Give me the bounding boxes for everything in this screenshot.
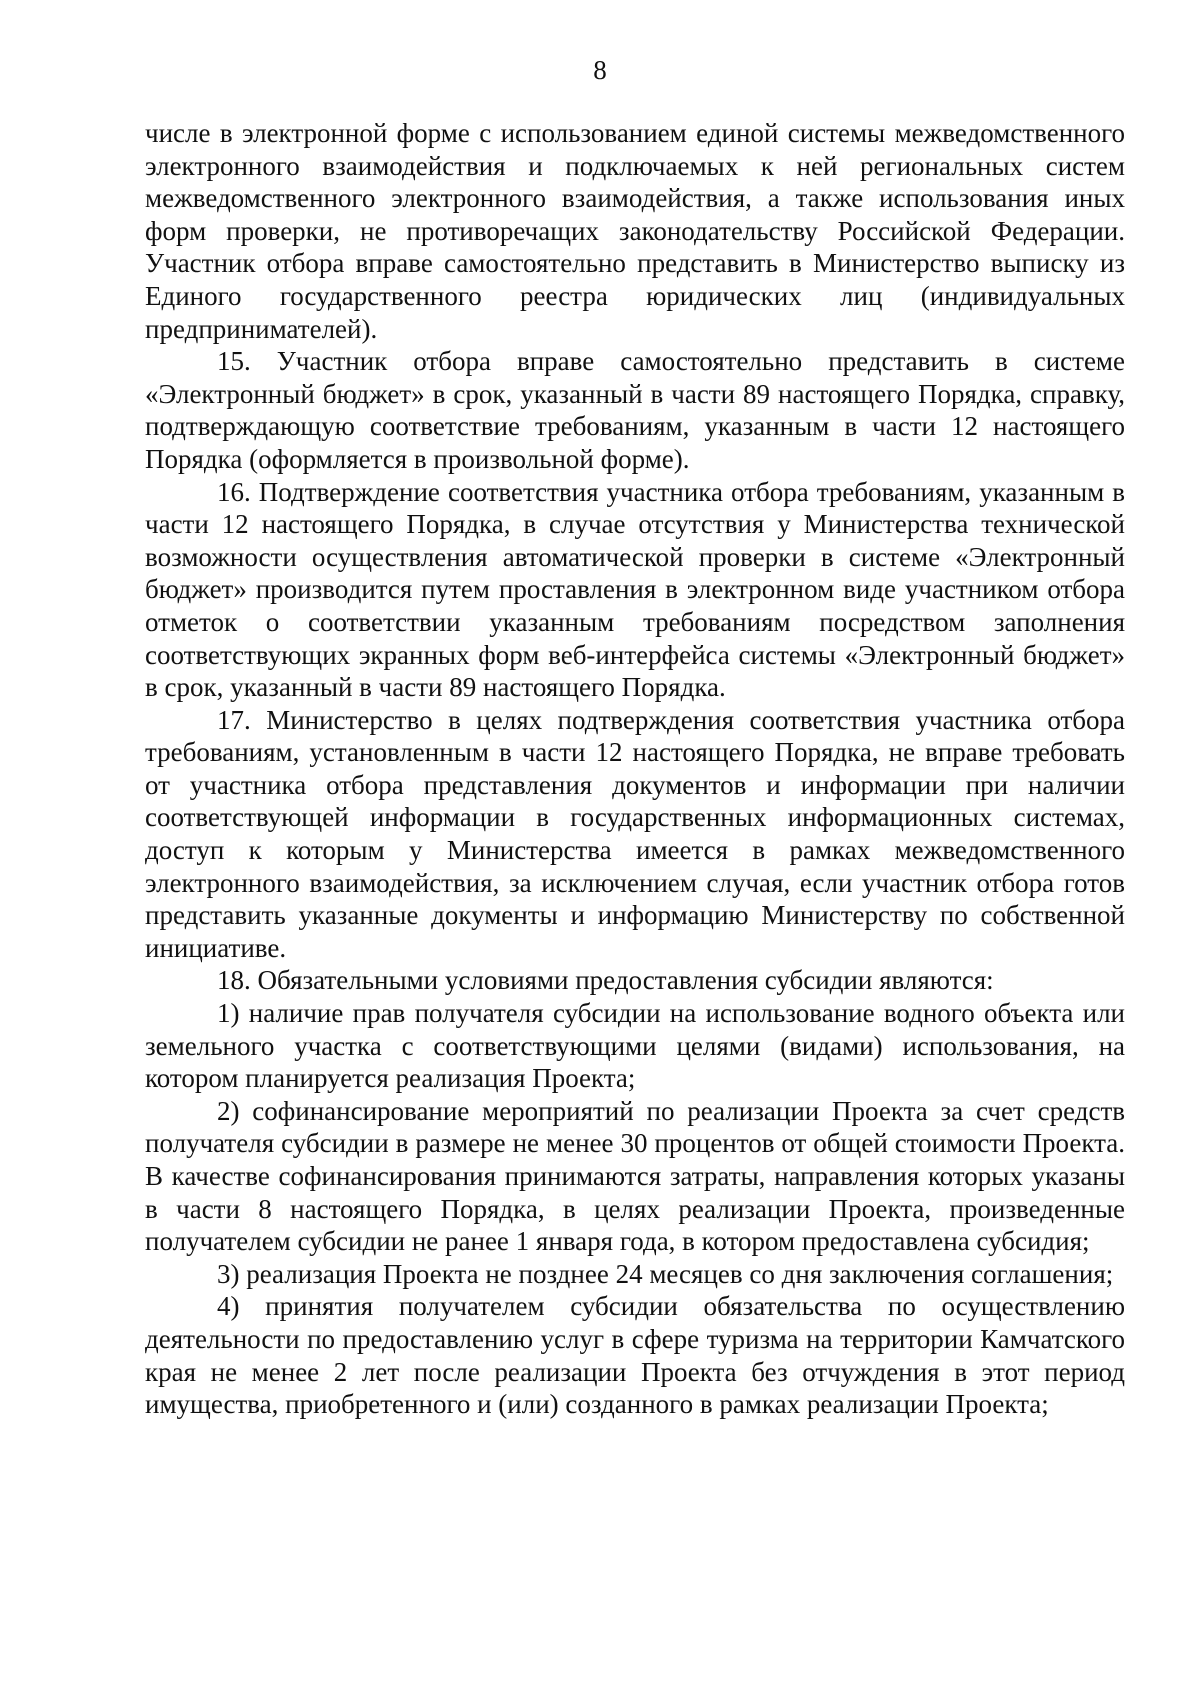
paragraph-15: 15. Участник отбора вправе самостоятельно представить в системе «Электронный бюджет» в срок, указанный в части 89 настоящего Порядка, справку, подтверждающую соответствие требованиям, указанным в части 12 настоящего Порядка (оформляется в произвольной форме).: [145, 346, 1125, 474]
paragraph-16: 16. Подтверждение соответствия участника отбора требованиям, указанным в части 12 настоящего Порядка, в случае отсутствия у Министерства технической возможности осуществления автоматической проверки в системе «Электронный бюджет» производится путем проставления в электронном виде участником отбора отметок о соответствии указанным требованиям посредством заполнения соответствующих экранных форм веб-интерфейса системы «Электронный бюджет» в срок, указанный в части 89 настоящего Порядка.: [145, 476, 1125, 703]
paragraph-continuation: числе в электронной форме с использованием единой системы межведомственного электронного взаимодействия и подключаемых к ней региональных систем межведомственного электронного взаимодействия, а также использования иных форм проверки, не противоречащих законодательству Российской Федерации. Участник отбора вправе самостоятельно представить в Министерство выписку из Единого государственного реестра юридических лиц (индивидуальных предпринимателей).: [145, 118, 1125, 344]
paragraph-18-item-3: 3) реализация Проекта не позднее 24 месяцев со дня заключения соглашения;: [217, 1258, 1114, 1289]
page-number: 8: [593, 55, 607, 85]
paragraph-18-item-1: 1) наличие прав получателя субсидии на использование водного объекта или земельного участка с соответствующими целями (видами) использования, на котором планируется реализация Проекта;: [145, 998, 1125, 1094]
document-body: [145, 117, 1125, 1421]
paragraph-17: 17. Министерство в целях подтверждения соответствия участника отбора требованиям, установленным в части 12 настоящего Порядка, не вправе требовать от участника отбора представления документов и информации при наличии соответствующей информации в государственных информационных системах, доступ к которым у Министерства имеется в рамках межведомственного электронного взаимодействия, за исключением случая, если участник отбора готов представить указанные документы и информацию Министерству по собственной инициативе.: [145, 704, 1125, 963]
paragraph-18-item-4: 4) принятия получателем субсидии обязательства по осуществлению деятельности по предоставлению услуг в сфере туризма на территории Камчатского края не менее 2 лет после реализации Проекта без отчуждения в этот период имущества, приобретенного и (или) созданного в рамках реализации Проекта;: [145, 1291, 1125, 1420]
paragraph-18-item-2: 2) софинансирование мероприятий по реализации Проекта за счет средств получателя субсидии в размере не менее 30 процентов от общей стоимости Проекта. В качестве софинансирования принимаются затраты, направления которых указаны в части 8 настоящего Порядка, в целях реализации Проекта, произведенные получателем субсидии не ранее 1 января года, в котором предоставлена субсидия;: [145, 1095, 1125, 1257]
paragraph-18: 18. Обязательными условиями предоставления субсидии являются:: [217, 965, 994, 996]
